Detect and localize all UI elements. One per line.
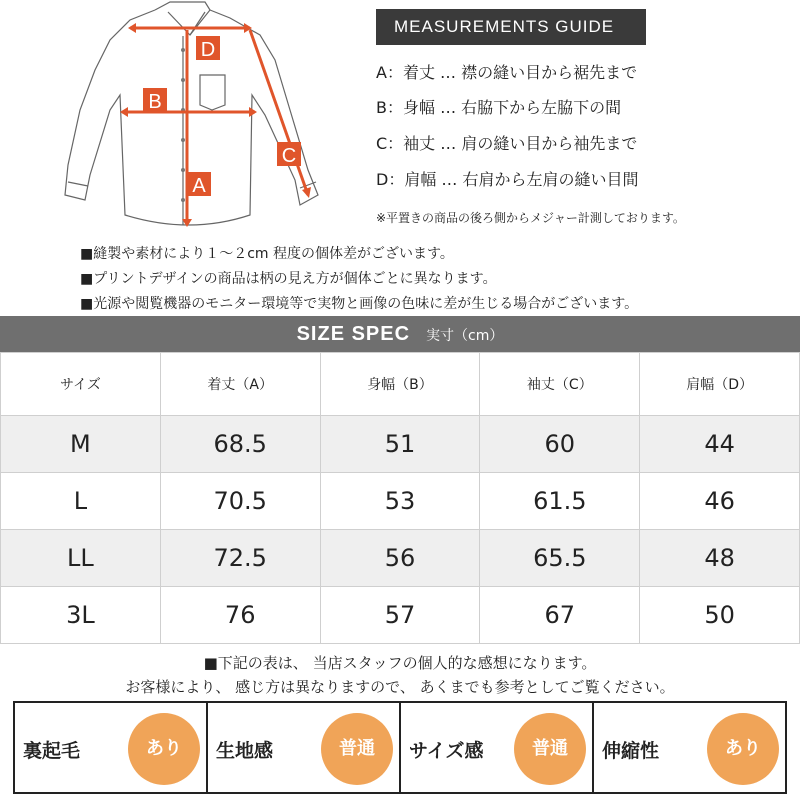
size-cell: M (1, 416, 161, 473)
size-spec-header (0, 316, 800, 352)
feel-badge: 普通 (321, 713, 393, 785)
table-row (1, 473, 800, 530)
feel-item-size (401, 703, 594, 792)
label-b: B (148, 91, 162, 113)
header-size: サイズ (1, 353, 161, 416)
staff-note-line: ■下記の表は、 当店スタッフの個人的な感想になります。 (203, 654, 597, 672)
table-row (1, 530, 800, 587)
staff-note-line: お客様により、 感じ方は異なりますので、 あくまでも参考としてご覧ください。 (125, 678, 675, 696)
header-sleeve: 袖丈（C） (480, 353, 640, 416)
feel-label: サイズ感 (409, 740, 484, 762)
feel-badge: あり (128, 713, 200, 785)
feel-label: 生地感 (216, 740, 274, 762)
note-line: ■縫製や素材により１～２cm 程度の個体差がございます。 (80, 246, 454, 262)
guide-line-d: D：肩幅 … 右肩から左肩の縫い目間 (376, 170, 639, 189)
table-header-row (1, 353, 800, 416)
value-cell: 70.5 (160, 473, 320, 530)
header-shoulder: 肩幅（D） (640, 353, 800, 416)
label-a: A (192, 175, 206, 197)
size-cell: 3L (1, 587, 161, 644)
value-cell: 50 (640, 587, 800, 644)
guide-line-b: B：身幅 … 右脇下から左脇下の間 (376, 98, 622, 117)
value-cell: 44 (640, 416, 800, 473)
label-c: C (281, 145, 297, 167)
guide-line-a: A：着丈 … 襟の縫い目から裾先まで (376, 63, 638, 82)
feel-item-fabric (208, 703, 401, 792)
size-spec-unit: 実寸（cm） (426, 328, 504, 344)
value-cell: 56 (320, 530, 480, 587)
note-line: ■プリントデザインの商品は柄の見え方が個体ごとに異なります。 (80, 271, 497, 287)
shirt-illustration (50, 0, 330, 235)
value-cell: 57 (320, 587, 480, 644)
value-cell: 72.5 (160, 530, 320, 587)
feel-badge: 普通 (514, 713, 586, 785)
feel-label: 裏起毛 (23, 740, 81, 762)
value-cell: 61.5 (480, 473, 640, 530)
value-cell: 53 (320, 473, 480, 530)
label-d: D (200, 39, 216, 61)
value-cell: 48 (640, 530, 800, 587)
value-cell: 65.5 (480, 530, 640, 587)
feel-item-brushed-lining (15, 703, 208, 792)
value-cell: 46 (640, 473, 800, 530)
value-cell: 68.5 (160, 416, 320, 473)
feel-item-stretch (594, 703, 785, 792)
note-line: ■光源や閲覧機器のモニター環境等で実物と画像の色味に差が生じる場合がございます。 (80, 296, 639, 312)
guide-line-c: C：袖丈 … 肩の縫い目から袖先まで (376, 134, 638, 153)
size-spec-title: SIZE SPEC (296, 323, 411, 345)
value-cell: 51 (320, 416, 480, 473)
header-length: 着丈（A） (160, 353, 320, 416)
size-table (0, 352, 800, 644)
table-row (1, 587, 800, 644)
guide-title: MEASUREMENTS GUIDE (376, 9, 646, 45)
value-cell: 76 (160, 587, 320, 644)
size-cell: L (1, 473, 161, 530)
feel-label: 伸縮性 (602, 740, 660, 762)
feel-badge: あり (707, 713, 779, 785)
feel-rating-box (13, 701, 787, 794)
guide-note: ※平置きの商品の後ろ側からメジャー計測しております。 (376, 211, 685, 225)
value-cell: 67 (480, 587, 640, 644)
table-row (1, 416, 800, 473)
header-width: 身幅（B） (320, 353, 480, 416)
value-cell: 60 (480, 416, 640, 473)
size-cell: LL (1, 530, 161, 587)
